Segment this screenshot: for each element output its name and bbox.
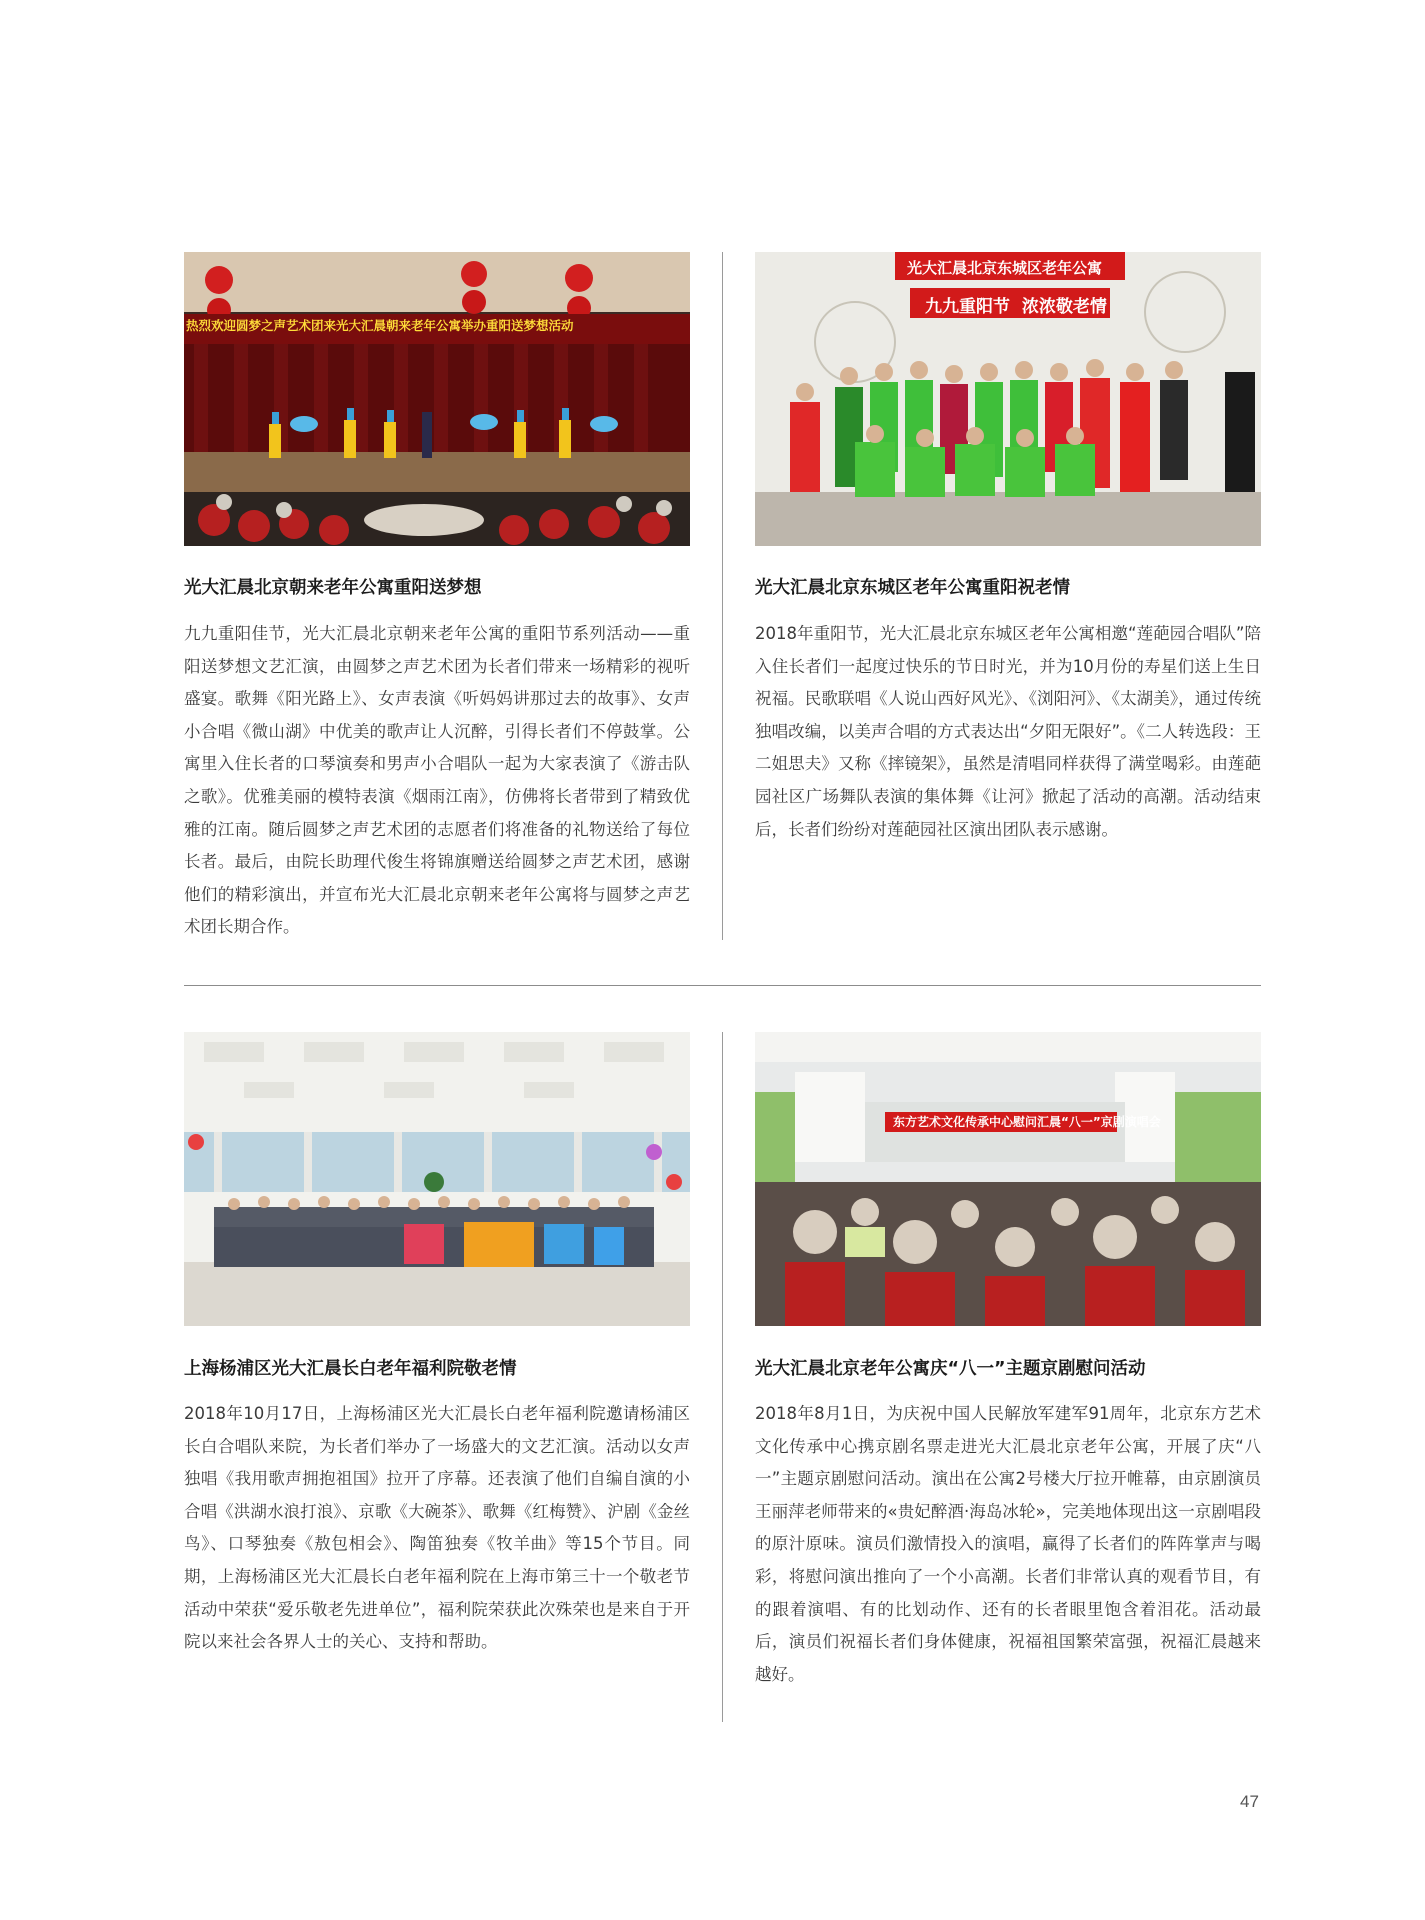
article-3-body: 2018年10月17日，上海杨浦区光大汇晨长白老年福利院邀请杨浦区长白合唱队来院，为长者们举办了一场盛大的文艺汇演。活动以女声独唱《我用歌声拥抱祖国》拉开了序幕。还表演了他们自编自演的小合唱《洪湖水浪打浪》、京歌《大碗茶》、歌舞《红梅赞》、沪剧《金丝鸟》、口琴独奏《敖包相会》、陶笛独奏《牧羊曲》等15个节目。同期，上海杨浦区光大汇晨长白老年福利院在上海市第三十一个敬老节活动中荣获“爱乐敬老先进单位”，福利院荣获此次殊荣也是来自于开院以来社会各界人士的关心、支持和帮助。 [184, 1404, 690, 1652]
column-divider-bottom [722, 1032, 723, 1722]
photo-opera-audience [755, 1032, 1261, 1326]
page-number: 47 [1240, 1792, 1259, 1811]
photo-banner-text: 热烈欢迎圆梦之声艺术团来光大汇晨朝来老年公寓举办重阳送梦想活动 [186, 318, 574, 333]
photo-hall-group [184, 1032, 690, 1326]
photo-stage-performance [184, 252, 690, 546]
opera-scene [755, 1032, 1261, 1326]
photo-banner-text-bottom: 九九重阳节 浓浓敬老情 [925, 297, 1107, 317]
stage-scene [184, 252, 690, 546]
section-divider [184, 985, 1261, 986]
hall-scene [184, 1032, 690, 1326]
article-4-body: 2018年8月1日，为庆祝中国人民解放军建军91周年，北京东方艺术文化传承中心携京剧名票走进光大汇晨北京老年公寓，开展了庆“八一”主题京剧慰问活动。演出在公寓2号楼大厅拉开帷幕，由京剧演员王丽萍老师带来的«贵妃醉酒·海岛冰轮»，完美地体现出这一京剧唱段的原汁原味。演员们激情投入的演唱，赢得了长者们的阵阵掌声与喝彩，将慰问演出推向了一个小高潮。长者们非常认真的观看节目，有的跟着演唱、有的比划动作、还有的长者眼里饱含着泪花。活动最后，演员们祝福长者们身体健康，祝福祖国繁荣富强，祝福汇晨越来越好。 [755, 1404, 1261, 1684]
photo-banner-text: 东方艺术文化传承中心慰问汇晨“八一”京剧演唱会 [893, 1115, 1161, 1129]
article-1-headline: 光大汇晨北京朝来老年公寓重阳送梦想 [184, 578, 482, 598]
article-1-body: 九九重阳佳节，光大汇晨北京朝来老年公寓的重阳节系列活动——重阳送梦想文艺汇演，由圆梦之声艺术团为长者们带来一场精彩的视听盛宴。歌舞《阳光路上》、女声表演《听妈妈讲那过去的故事》、女声小合唱《微山湖》中优美的歌声让人沉醉，引得长者们不停鼓掌。公寓里入住长者的口琴演奏和男声小合唱队一起为大家表演了《游击队之歌》。优雅美丽的模特表演《烟雨江南》，仿佛将长者带到了精致优雅的江南。随后圆梦之声艺术团的志愿者们将准备的礼物送给了每位长者。最后，由院长助理代俊生将锦旗赠送给圆梦之声艺术团，感谢他们的精彩演出，并宣布光大汇晨北京朝来老年公寓将与圆梦之声艺术团长期合作。 [184, 624, 690, 937]
article-2-body: 2018年重阳节，光大汇晨北京东城区老年公寓相邀“莲葩园合唱队”陪入住长者们一起度过快乐的节日时光，并为10月份的寿星们送上生日祝福。民歌联唱《人说山西好风光》、《浏阳河》、《太湖美》，通过传统独唱改编，以美声合唱的方式表达出“夕阳无限好”。《二人转选段：王二姐思夫》又称《摔镜架》，虽然是清唱同样获得了满堂喝彩。由莲葩园社区广场舞队表演的集体舞《让河》掀起了活动的高潮。活动结束后，长者们纷纷对莲葩园社区演出团队表示感谢。 [755, 624, 1261, 839]
photo-group-chorus [755, 252, 1261, 546]
article-4-headline: 光大汇晨北京老年公寓庆“八一”主题京剧慰问活动 [755, 1359, 1146, 1379]
article-2-headline: 光大汇晨北京东城区老年公寓重阳祝老情 [755, 578, 1070, 598]
article-3-headline: 上海杨浦区光大汇晨长白老年福利院敬老情 [184, 1359, 517, 1379]
photo-banner-text-top: 光大汇晨北京东城区老年公寓 [907, 259, 1103, 277]
column-divider-top [722, 252, 723, 940]
